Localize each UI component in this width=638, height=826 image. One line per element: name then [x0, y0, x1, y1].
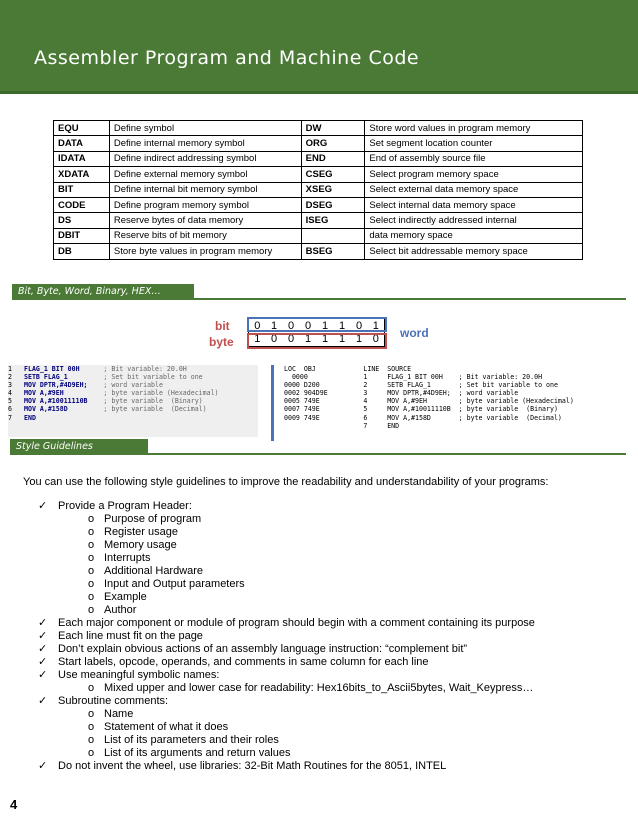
byte-label: byte — [209, 335, 234, 349]
sub-item — [88, 552, 535, 565]
code-line — [8, 389, 258, 397]
bit-cell: 1 — [334, 319, 351, 333]
bit-cell: 0 — [283, 333, 300, 347]
guideline-text: Each line must fit on the page — [58, 630, 203, 642]
code-comment: ; byte variable (Binary) — [103, 397, 203, 406]
directive-keyword: DSEG — [301, 197, 365, 212]
sub-item-text: Register usage — [104, 526, 178, 538]
directive-description: End of assembly source file — [365, 151, 583, 166]
circle-bullet-icon: o — [88, 565, 95, 577]
circle-bullet-icon: o — [88, 552, 95, 564]
guideline-item — [38, 643, 535, 656]
header-banner — [0, 0, 638, 94]
table-row — [54, 213, 583, 228]
guideline-item — [38, 617, 535, 630]
guideline-text: Subroutine comments: — [58, 695, 169, 707]
guideline-item — [38, 695, 535, 760]
guideline-item — [38, 500, 535, 617]
code-instruction: MOV A,#158D — [24, 405, 104, 414]
sub-item-text: Statement of what it does — [104, 721, 229, 733]
code-instruction: MOV DPTR,#4D9EH; — [24, 381, 104, 390]
sub-item-text: Interrupts — [104, 552, 151, 564]
sub-item-text: Name — [104, 708, 134, 720]
directive-keyword: DB — [54, 244, 110, 259]
sub-item-text: Author — [104, 604, 137, 616]
code-instruction: FLAG_1 BIT 00H — [24, 365, 104, 373]
circle-bullet-icon: o — [88, 708, 95, 720]
code-instruction: MOV A,#9EH — [24, 389, 104, 398]
banner-divider — [0, 91, 638, 94]
code-comment: ; byte variable (Hexadecimal) — [103, 389, 219, 398]
bit-cell: 1 — [334, 333, 351, 347]
circle-bullet-icon: o — [88, 539, 95, 551]
check-icon: ✓ — [38, 656, 48, 668]
sub-item-text: Memory usage — [104, 539, 177, 551]
sub-item — [88, 578, 535, 591]
directive-keyword: END — [301, 151, 365, 166]
directive-description: Reserve bytes of data memory — [109, 213, 301, 228]
directive-description: Store byte values in program memory — [109, 244, 301, 259]
listing-header: LOC OBJ LINE SOURCE — [284, 365, 412, 373]
listing-line: 7 END — [284, 421, 459, 430]
code-line — [8, 381, 258, 389]
listing-line: 0007 749E 5 MOV A,#10011110B ; byte variable (Binary) — [284, 405, 558, 414]
directive-keyword: ORG — [301, 136, 365, 151]
code-comment: ; word variable — [103, 381, 163, 390]
code-comment: ; Bit variable: 20.0H — [103, 365, 187, 373]
listing-line: 0000 D200 2 SETB FLAG_1 ; Set bit variable to one — [284, 381, 558, 390]
directive-keyword: DW — [301, 121, 365, 136]
guideline-item — [38, 656, 535, 669]
line-number: 2 — [8, 373, 12, 382]
sub-item-text: List of its parameters and their roles — [104, 734, 279, 746]
code-line — [8, 365, 258, 373]
bit-cell: 1 — [266, 319, 283, 333]
bit-cell: 1 — [300, 333, 317, 347]
directive-description: Define internal bit memory symbol — [109, 182, 301, 197]
directive-description: Reserve bits of bit memory — [109, 228, 301, 243]
directive-keyword: IDATA — [54, 151, 110, 166]
code-instruction: MOV A,#10011110B — [24, 397, 104, 406]
check-icon: ✓ — [38, 617, 48, 629]
bit-label: bit — [215, 319, 230, 333]
code-comment: ; byte variable (Decimal) — [103, 405, 207, 414]
sub-item-text: Example — [104, 591, 147, 603]
sub-item — [88, 539, 535, 552]
directive-keyword: XDATA — [54, 167, 110, 182]
bit-cell: 0 — [351, 319, 368, 333]
section-tab-label: Style Guidelines — [16, 441, 93, 452]
circle-bullet-icon: o — [88, 734, 95, 746]
directive-description: Select indirectly addressed internal — [365, 213, 583, 228]
directive-description: Store word values in program memory — [365, 121, 583, 136]
sub-item-text: List of its arguments and return values — [104, 747, 291, 759]
table-row — [54, 244, 583, 259]
circle-bullet-icon: o — [88, 682, 95, 694]
directive-keyword: DBIT — [54, 228, 110, 243]
word-label: word — [400, 326, 429, 340]
listing-line: 0005 749E 4 MOV A,#9EH ; byte variable (Hexadecimal) — [284, 397, 574, 406]
sub-item — [88, 604, 535, 617]
table-row — [54, 151, 583, 166]
section-tab-label: Bit, Byte, Word, Binary, HEX… — [18, 286, 161, 297]
listing-line: 0002 904D9E 3 MOV DPTR,#4D9EH; ; word variable — [284, 389, 519, 398]
sub-item — [88, 721, 535, 734]
code-instruction: SETB FLAG_1 — [24, 373, 104, 382]
directive-keyword: DS — [54, 213, 110, 228]
code-line — [8, 397, 258, 405]
directive-keyword — [301, 228, 365, 243]
sub-item — [88, 513, 535, 526]
code-line — [8, 414, 258, 422]
directive-keyword: CSEG — [301, 167, 365, 182]
listing-line: 0000 1 FLAG_1 BIT 00H ; Bit variable: 20.0H — [284, 373, 543, 382]
line-number: 1 — [8, 365, 12, 373]
table-row — [54, 197, 583, 212]
circle-bullet-icon: o — [88, 526, 95, 538]
bit-cell: 1 — [317, 319, 334, 333]
code-line — [8, 405, 258, 413]
line-number: 7 — [8, 413, 12, 422]
directive-description: Select bit addressable memory space — [365, 244, 583, 259]
code-comment: ; Set bit variable to one — [103, 373, 203, 382]
page-number: 4 — [10, 797, 18, 812]
directive-description: Define program memory symbol — [109, 197, 301, 212]
directive-description: Define indirect addressing symbol — [109, 151, 301, 166]
bit-cell: 0 — [266, 333, 283, 347]
code-line — [8, 373, 258, 381]
directive-description: data memory space — [365, 228, 583, 243]
directive-keyword: DATA — [54, 136, 110, 151]
code-instruction: END — [24, 413, 104, 422]
directive-keyword: BSEG — [301, 244, 365, 259]
sub-item-text: Mixed upper and lower case for readability: Hex16bits_to_Ascii5bytes, Wait_Keypress… — [104, 682, 534, 694]
table-row — [54, 136, 583, 151]
check-icon: ✓ — [38, 643, 48, 655]
circle-bullet-icon: o — [88, 721, 95, 733]
bit-cell: 0 — [283, 319, 300, 333]
guideline-text: Don’t explain obvious actions of an assembly language instruction: “complement bit” — [58, 643, 468, 655]
guideline-text: Do not invent the wheel, use libraries: 32-Bit Math Routines for the 8051, INTEL — [58, 760, 447, 772]
assembler-listing — [271, 365, 631, 441]
guideline-item — [38, 630, 535, 643]
sub-item-text: Additional Hardware — [104, 565, 204, 577]
guideline-list — [38, 500, 535, 773]
table-row — [54, 182, 583, 197]
directive-description: Select internal data memory space — [365, 197, 583, 212]
sub-item — [88, 526, 535, 539]
check-icon: ✓ — [38, 630, 48, 642]
circle-bullet-icon: o — [88, 604, 95, 616]
bit-cell: 0 — [300, 319, 317, 333]
check-icon: ✓ — [38, 760, 48, 772]
line-number: 4 — [8, 389, 12, 398]
line-number: 6 — [8, 405, 12, 414]
directive-keyword: CODE — [54, 197, 110, 212]
directives-table — [53, 120, 583, 260]
sub-item — [88, 708, 535, 721]
circle-bullet-icon: o — [88, 513, 95, 525]
guideline-item — [38, 760, 535, 773]
sub-list — [88, 708, 535, 760]
directive-description: Define external memory symbol — [109, 167, 301, 182]
sub-list — [88, 513, 535, 617]
directive-keyword: BIT — [54, 182, 110, 197]
guideline-text: Each major component or module of program should begin with a comment containing its purpose — [58, 617, 535, 629]
guideline-text: Start labels, opcode, operands, and comments in same column for each line — [58, 656, 429, 668]
circle-bullet-icon: o — [88, 747, 95, 759]
directive-keyword: EQU — [54, 121, 110, 136]
line-number: 5 — [8, 397, 12, 406]
circle-bullet-icon: o — [88, 591, 95, 603]
page-title: Assembler Program and Machine Code — [34, 47, 420, 69]
directive-description: Set segment location counter — [365, 136, 583, 151]
intro-text: You can use the following style guidelines to improve the readability and understandability of your programs: — [23, 476, 549, 488]
sub-item — [88, 591, 535, 604]
table-row — [54, 121, 583, 136]
sub-item-text: Input and Output parameters — [104, 578, 245, 590]
directive-description: Select external data memory space — [365, 182, 583, 197]
listing-line: 0009 749E 6 MOV A,#158D ; byte variable (Decimal) — [284, 413, 562, 422]
circle-bullet-icon: o — [88, 578, 95, 590]
check-icon: ✓ — [38, 669, 48, 681]
directive-description: Select program memory space — [365, 167, 583, 182]
sub-item — [88, 734, 535, 747]
bit-cell: 1 — [249, 333, 266, 347]
guideline-text: Use meaningful symbolic names: — [58, 669, 220, 681]
section-rule — [10, 453, 626, 455]
bit-cell: 1 — [351, 333, 368, 347]
bit-cell: 0 — [249, 319, 266, 333]
directive-keyword: XSEG — [301, 182, 365, 197]
directive-description: Define internal memory symbol — [109, 136, 301, 151]
sub-item — [88, 682, 535, 695]
bit-cell: 1 — [317, 333, 334, 347]
guideline-item — [38, 669, 535, 695]
check-icon: ✓ — [38, 500, 48, 512]
check-icon: ✓ — [38, 695, 48, 707]
sub-item-text: Purpose of program — [104, 513, 202, 525]
sub-item — [88, 565, 535, 578]
source-code-panel — [8, 365, 258, 437]
table-row — [54, 228, 583, 243]
bit-cell: 0 — [368, 333, 385, 347]
bit-cell: 1 — [368, 319, 385, 333]
directive-description: Define symbol — [109, 121, 301, 136]
bit-grid — [248, 318, 385, 347]
table-row — [54, 167, 583, 182]
section-rule — [12, 298, 626, 300]
guideline-text: Provide a Program Header: — [58, 500, 192, 512]
sub-list — [88, 682, 535, 695]
line-number: 3 — [8, 381, 12, 390]
directive-keyword: ISEG — [301, 213, 365, 228]
sub-item — [88, 747, 535, 760]
